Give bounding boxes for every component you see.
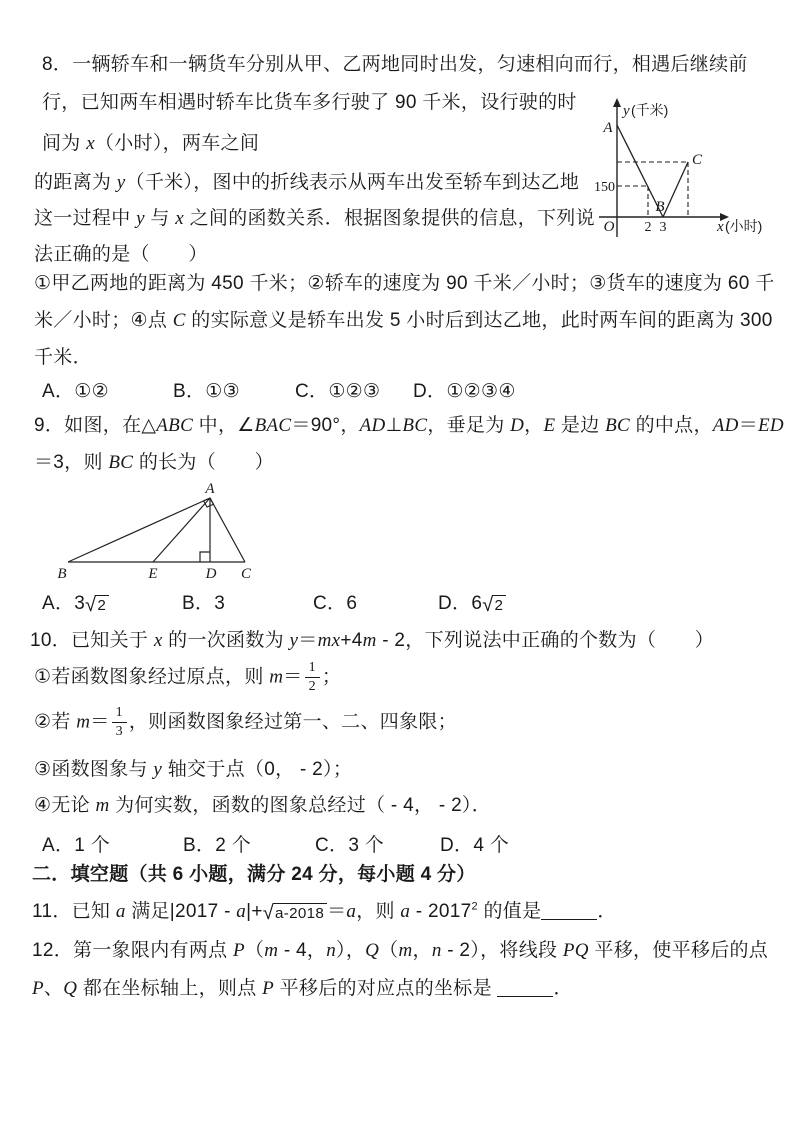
x-axis-unit-label: (小时): [725, 218, 763, 234]
q9-text-line-1: 9．如图，在△ABC 中，∠BAC＝90°，AD⊥BC，垂足为 D，E 是边 BC 的中点，AD＝ED: [34, 415, 784, 436]
q12-text-line-2: P、Q 都在坐标轴上，则点 P 平移后的对应点的坐标是 ．: [32, 978, 573, 999]
right-angle-mark-D: [200, 552, 210, 562]
q12-text-line-1: 12．第一象限内有两点 P（m - 4，n），Q（m，n - 2），将线段 PQ 平移，使平移后的点: [32, 940, 769, 961]
side-BA: [68, 498, 210, 562]
q8-text-line-3: 间为 x（小时），两车之间: [42, 133, 260, 154]
q10-statement-1: ①若函数图象经过原点，则 m＝ $\frac{1}{2}$ ；: [34, 660, 342, 694]
section-2-header: 二．填空题（共 6 小题，满分 24 分，每小题 4 分）: [32, 864, 476, 885]
x-tick-2: 2: [644, 220, 652, 235]
q9-figure-triangle: [50, 483, 270, 583]
q10-option-d: D．4 个: [440, 835, 510, 856]
q10-option-a: A．1 个: [42, 835, 111, 856]
q9-option-c: C．6: [313, 593, 358, 614]
q8-statement-line-2: 米／小时；④点 C 的实际意义是轿车出发 5 小时后到达乙地，此时两车间的距离为 300: [34, 310, 773, 331]
x-axis-var-label: x: [717, 219, 724, 235]
q8-option-d: D．①②③④: [413, 381, 516, 402]
q8-figure-graph: [594, 92, 793, 240]
q8-text-line-6: 法正确的是（ ）: [34, 244, 208, 265]
q9-option-a: A．3 √ 2: [42, 588, 109, 616]
q10-options: [42, 830, 762, 858]
q8-statement-line-3: 千米．: [34, 347, 92, 368]
q9-option-b: B．3: [182, 593, 226, 614]
q9-text-line-2: ＝3，则 BC 的长为（ ）: [34, 452, 274, 473]
vertex-C-label: C: [240, 566, 252, 582]
q8-text-line-5: 这一过程中 y 与 x 之间的函数关系．根据图象提供的信息，下列说: [34, 208, 595, 229]
foot-D-label: D: [205, 566, 217, 582]
q8-text-line-4: 的距离为 y（千米），图中的折线表示从两车出发至轿车到达乙地: [34, 172, 580, 193]
q10-text-line-1: 10．已知关于 x 的一次函数为 y＝mx+4m - 2，下列说法中正确的个数为（ ）: [30, 630, 715, 651]
point-A-label: A: [603, 120, 613, 136]
q10-statement-2: ②若 m＝ $\frac{1}{3}$ ，则函数图象经过第一、二、四象限；: [34, 705, 457, 739]
segment-BC: [663, 162, 688, 217]
y-axis-arrow-icon: [613, 98, 621, 107]
y-axis-var-label: y: [623, 103, 630, 119]
point-B-label: B: [655, 199, 665, 215]
q8-options: [42, 376, 762, 404]
vertex-B-label: B: [57, 566, 67, 582]
q8-text-line-1: 8．一辆轿车和一辆货车分别从甲、乙两地同时出发，匀速相向而行，相遇后继续前: [42, 54, 748, 75]
x-tick-3: 3: [659, 220, 667, 235]
side-AC: [210, 498, 245, 562]
vertex-A-label: A: [205, 483, 215, 497]
point-C-label: C: [692, 152, 703, 168]
q8-option-c: C．①②③: [295, 381, 381, 402]
q9-options: [42, 588, 762, 616]
y-tick-150: 150: [594, 180, 615, 195]
q11-text-line: 11．已知 a 满足|2017 - a|+ √ a-2018 ＝a，则 a - 2017$^2$ 的值是 ．: [32, 900, 617, 924]
q10-option-b: B．2 个: [183, 835, 252, 856]
y-axis-unit-label: (千米): [631, 102, 669, 118]
q8-statement-line-1: ①甲乙两地的距离为 450 千米；②轿车的速度为 90 千米／小时；③货车的速度为 60 千: [34, 273, 775, 294]
q10-option-c: C．3 个: [315, 835, 385, 856]
q10-statement-3: ③函数图象与 y 轴交于点（0， - 2）；: [34, 759, 353, 780]
point-E-label: E: [148, 566, 158, 582]
q10-statement-4: ④无论 m 为何实数，函数的图象总经过（ - 4， - 2）．: [34, 795, 492, 816]
q8-option-a: A．①②: [42, 381, 109, 402]
q8-option-b: B．①③: [173, 381, 240, 402]
q8-text-line-2: 行，已知两车相遇时轿车比货车多行驶了 90 千米，设行驶的时: [42, 92, 577, 113]
q9-option-d: D．6 √ 2: [438, 588, 506, 616]
origin-label: O: [603, 219, 615, 235]
